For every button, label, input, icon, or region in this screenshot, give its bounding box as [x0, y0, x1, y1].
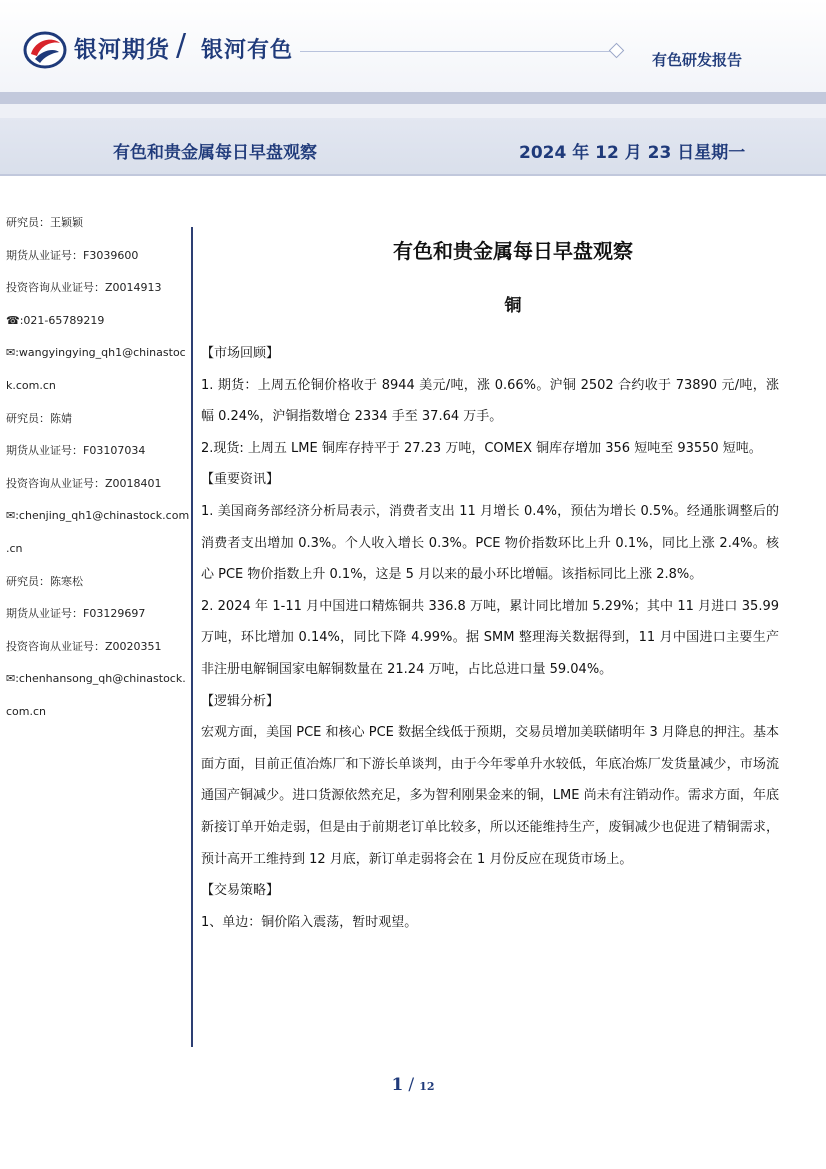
report-type: 有色研发报告	[652, 51, 743, 69]
section-heading: 【交易策略】	[201, 883, 280, 899]
analyst-info-line: k.com.cn	[6, 378, 56, 392]
vertical-divider	[191, 227, 193, 1047]
analyst-info-line: ✉:wangyingying_qh1@chinastoc	[6, 346, 186, 360]
section-paragraph: 2. 2024 年 1-11 月中国进口精炼铜共 336.8 万吨，累计同比增加 5.29%；其中 11 月进口 35.99 万吨，环比增加 0.14%，同比下降 4.99%。据 SMM 整理海关数据得到，11 月中国进口主要生产非注册电解铜国家电解铜数量在 21.24 万吨，占比总进口量 59.04%。	[201, 598, 779, 677]
analyst-info-line: 投资咨询从业证号：Z0018401	[6, 476, 162, 490]
analyst-info-line: 投资咨询从业证号：Z0014913	[6, 281, 162, 295]
section-paragraph: 2.现货: 上周五 LME 铜库存持平于 27.23 万吨，COMEX 铜库存增加 356 短吨至 93550 短吨。	[201, 440, 762, 456]
page-number	[0, 1075, 826, 1095]
header-band	[0, 92, 826, 104]
header-rule	[300, 51, 616, 52]
section-heading: 【市场回顾】	[201, 346, 280, 361]
analyst-info-line: 研究员：王颖颖	[6, 216, 83, 229]
analyst-sidebar	[6, 210, 190, 732]
page-header	[0, 0, 826, 104]
analyst-info-line: 投资咨询从业证号：Z0020351	[6, 639, 162, 653]
analyst-info-line: 期货从业证号：F3039600	[6, 248, 139, 262]
analyst-info-line: 期货从业证号：F03129697	[6, 607, 146, 621]
section-paragraph: 1、单边：铜价陷入震荡，暂时观望。	[201, 914, 418, 930]
analyst-info-line: 期货从业证号：F03107034	[6, 444, 146, 458]
total-pages: 12	[419, 1080, 435, 1093]
diamond-icon	[609, 43, 625, 59]
analyst-info-line: 研究员：陈婧	[6, 411, 72, 425]
page-separator: /	[408, 1075, 415, 1095]
document-body	[201, 338, 779, 938]
analyst-info-line: .cn	[6, 541, 23, 555]
analyst-info-line: ✉:chenjing_qh1@chinastock.com	[6, 509, 190, 523]
brand-subname: 银河有色	[201, 38, 294, 63]
section-heading: 【逻辑分析】	[201, 693, 280, 709]
analyst-info-line: ✉:chenhansong_qh@chinastock.	[6, 672, 186, 686]
document-title: 有色和贵金属每日早盘观察	[393, 239, 633, 263]
section-paragraph: 宏观方面，美国 PCE 和核心 PCE 数据全线低于预期，交易员增加美联储明年 3 月降息的押注。基本面方面，目前正值冶炼厂和下游长单谈判，由于今年零单升水较低，年底冶炼厂发货量减少，市场流通国产铜减少。进口货源依然充足，多为智利刚果金来的铜，LME 尚未有注销动作。需求方面，年底新接订单开始走弱，但是由于前期老订单比较多，所以还能维持生产，废铜减少也促进了精铜需求，预计高开工维持到 12 月底，新订单走弱将会在 1 月份反应在现货市场上。	[201, 725, 779, 867]
brand-slash: /	[176, 28, 187, 63]
section-heading: 【重要资讯】	[201, 472, 280, 488]
report-date: 2024 年 12 月 23 日星期一	[519, 143, 746, 163]
galaxy-logo-icon	[22, 30, 68, 70]
analyst-info-line: 研究员：陈寒松	[6, 574, 83, 588]
analyst-info-line: com.cn	[6, 704, 47, 718]
document-subtitle: 铜	[504, 296, 522, 316]
header-band-light	[0, 104, 826, 118]
report-title: 有色和贵金属每日早盘观察	[113, 143, 317, 163]
section-paragraph: 1. 期货：上周五伦铜价格收于 8944 美元/吨，涨 0.66%。沪铜 2502 合约收于 73890 元/吨，涨幅 0.24%，沪铜指数增仓 2334 手至 37.64 万手。	[201, 377, 779, 425]
analyst-info-line: ☎:021-65789219	[6, 313, 105, 327]
current-page: 1	[391, 1075, 404, 1095]
section-paragraph: 1. 美国商务部经济分析局表示，消费者支出 11 月增长 0.4%，预估为增长 0.5%。经通胀调整后的消费者支出增加 0.3%。个人收入增长 0.3%。PCE 物价指数环比上升 0.1%，同比上涨 2.4%。核心 PCE 物价指数上升 0.1%，这是 5 月以来的最小环比增幅。该指标同比上涨 2.8%。	[201, 503, 779, 583]
brand-name: 银河期货	[74, 37, 170, 63]
